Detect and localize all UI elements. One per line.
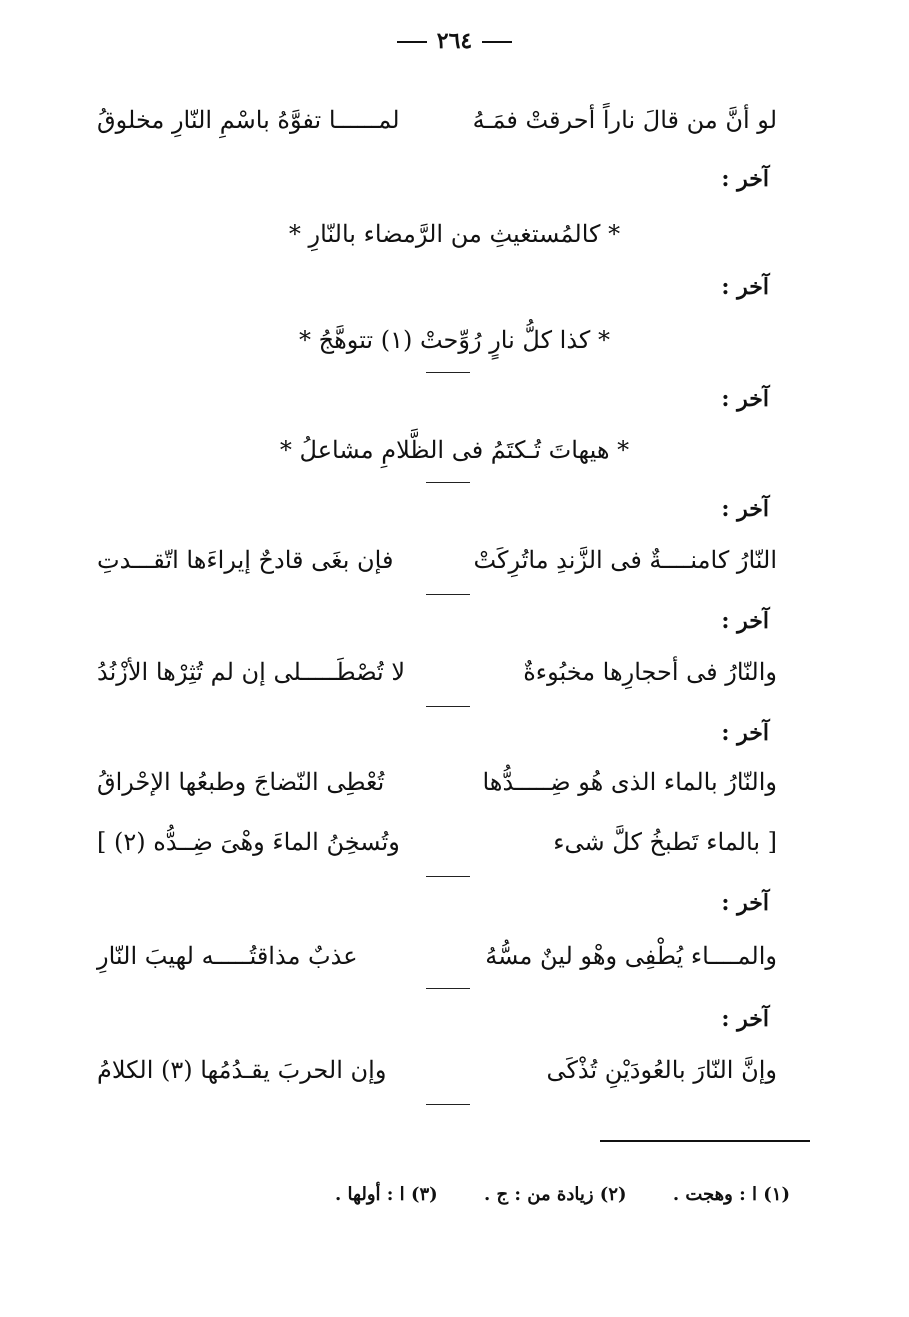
verse-left-hemistich: فإن بغَى قادحٌ إيراءَها اتّقـــدتِ [97,546,394,574]
speaker-label: آخر : [721,274,769,300]
verse-left-hemistich: عذبٌ مذاقتُـــــه لهيبَ النّارِ [97,942,358,970]
verse-line [97,768,777,802]
verse-right-hemistich: والنّارُ فى أحجارِها مخبُوءةٌ [523,658,777,686]
verse-left-hemistich: لا تُصْطَـــــلى إن لم تُثِرْها الأزْنُدُ [97,658,406,686]
centered-verse: * هيهاتَ تُـكتَمُ فى الظَّلامِ مشاعلُ * [279,436,630,464]
footnotes [300,1184,790,1205]
footnote-2: (٢) زيادة من : ج . [483,1184,627,1205]
verse-line [97,1056,777,1090]
verse-right-hemistich: [ بالماء تَطبخُ كلَّ شىء [553,828,777,856]
speaker-label: آخر : [721,166,769,192]
speaker-label: آخر : [721,496,769,522]
verse-separator [426,372,470,373]
centered-verse: * كالمُستغيثِ من الرَّمضاء بالنّارِ * [288,220,621,248]
verse-right-hemistich: والنّارُ بالماء الذى هُو ضِـــــدُّها [482,768,777,796]
verse-left-hemistich: وإن الحربَ يقـدُمُها (٣) الكلامُ [97,1056,387,1084]
verse-left-hemistich: تُعْطِى النّضاجَ وطبعُها الإحْراقُ [97,768,385,796]
verse-line [97,106,777,140]
verse-right-hemistich: والمــــاء يُطْفِى وهْو لينٌ مسُّهُ [485,942,777,970]
verse-line [97,942,777,976]
verse-right-hemistich: وإنَّ النّارَ بالعُودَيْنِ تُذْكَى [546,1056,777,1084]
footnote-1: (١) ا : وهجت . [672,1184,790,1205]
verse-right-hemistich: النّارُ كامنــــةٌ فى الزَّندِ ماتُرِكَتْ [473,546,777,574]
verse-left-hemistich: لمــــــا تفوَّهُ باسْمِ النّارِ مخلوقُ [97,106,400,134]
verse-separator [426,876,470,877]
page-number: ٢٦٤ [0,28,909,54]
verse-right-hemistich: لو أنَّ من قالَ ناراً أحرقتْ فمَـهُ [472,106,777,134]
page-number-dash-left [397,41,427,43]
page-number-dash-right [482,41,512,43]
speaker-label: آخر : [721,720,769,746]
speaker-label: آخر : [721,890,769,916]
verse-separator [426,1104,470,1105]
centered-verse: * كذا كلُّ نارٍ رُوِّحتْ (١) تتوهَّجُ * [299,326,610,354]
footnote-3: (٣) ا : أولها . [335,1184,438,1205]
verse-separator [426,988,470,989]
verse-line [97,828,777,862]
footnote-rule [600,1140,810,1142]
verse-separator [426,706,470,707]
speaker-label: آخر : [721,386,769,412]
speaker-label: آخر : [721,608,769,634]
speaker-label: آخر : [721,1006,769,1032]
verse-separator [426,482,470,483]
verse-separator [426,594,470,595]
verse-line [97,546,777,580]
verse-left-hemistich: وتُسخِنُ الماءَ وهْىَ ضِــدُّه (٢) ] [97,828,400,856]
verse-line [97,658,777,692]
